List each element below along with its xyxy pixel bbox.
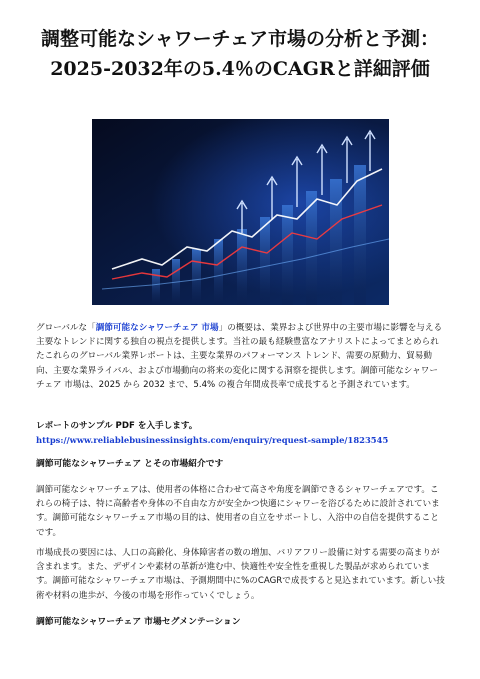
section1-para2 — [36, 546, 446, 603]
section2-heading-text: 調節可能なシャワーチェア 市場セグメンテーション — [36, 617, 241, 627]
intro-paragraph — [36, 321, 446, 392]
sample-link[interactable]: https://www.reliablebusinessinsights.com/enquiry/request-sample/1823545 — [36, 435, 389, 446]
page-title — [20, 24, 460, 84]
section1-para1-text: 調節可能なシャワーチェアは、使用者の体格に合わせて高さや角度を調節できるシャワーチェアです。これらの椅子は、特に高齢者や身体の不自由な方が安全かつ快適にシャワーを浴びるために設計されています。調節可能なシャワーチェア市場の目的は、使用者の自立をサポートし、入浴中の自信を提供することです。 — [36, 485, 440, 538]
hero-image — [92, 119, 389, 305]
intro-text-post: 」の概要は、業界および世界中の主要市場に影響を与える主要なトレンドに関する独自の視点を提供します。当社の最も経験豊富なアナリストによってまとめられたこれらのグローバル業界レポートは、主要な業界のパフォーマンス トレンド、需要の原動力、貿易動向、主要な業界ライバル、および市場動向の将来の変化に関する洞察を提供します。調節可能なシャワーチェア 市場は、2025 から 2032 まで、5.4% の複合年間成長率で成長すると予測されています。 — [36, 323, 443, 390]
market-link[interactable]: 調節可能なシャワーチェア 市場 — [95, 323, 219, 333]
sample-block — [36, 419, 446, 448]
stock-chart-illustration — [92, 119, 389, 305]
title-line-2: 2025-2032年の5.4％のCAGRと詳細評価 — [50, 58, 430, 80]
intro-text-pre: グローバルな「 — [36, 323, 96, 333]
section1-heading-text: 調節可能なシャワーチェア とその市場紹介です — [36, 459, 224, 469]
section2-heading — [36, 615, 446, 629]
section1-heading — [36, 457, 446, 471]
section1-para1 — [36, 483, 446, 540]
sample-label: レポートのサンプル PDF を入手します。 — [36, 421, 198, 431]
section1-para2-text: 市場成長の要因には、人口の高齢化、身体障害者の数の増加、バリアフリー設備に対する需要の高まりが含まれます。また、デザインや素材の革新が進む中、快適性や安全性を重視した製品が求められています。調節可能なシャワーチェア市場は、予測期間中に%のCAGRで成長すると見込まれています。新しい技術や材料の進歩が、今後の市場を形作っていくでしょう。 — [36, 548, 445, 601]
title-line-1: 調整可能なシャワーチェア市場の分析と予測： — [40, 28, 440, 50]
